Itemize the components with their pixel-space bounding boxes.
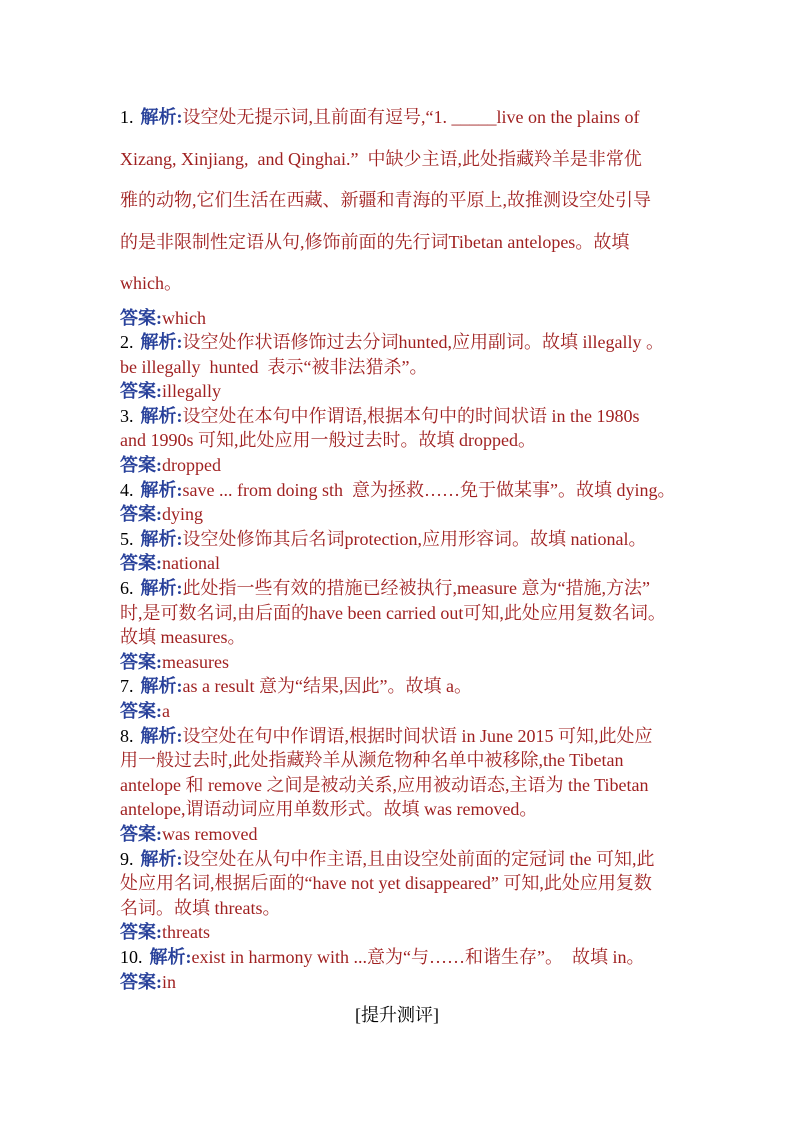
explanation-line [120,478,780,503]
answer-item-5 [120,527,780,576]
explanation-line: Xizang, Xinjiang, and Qinghai.” 中缺少主语,此处指藏羚羊是非常优 [120,148,642,169]
item-number: 5. [120,528,134,549]
explanation-label: 解析: [140,578,183,599]
explanation-line [120,576,780,601]
explanation-label: 解析: [149,946,192,967]
item-number: 4. [120,479,134,500]
explanation-line: 故填 measures。 [120,627,246,648]
item-number: 7. [120,676,134,697]
answer-row [120,453,780,478]
explanation-text: save ... from doing sth 意为拯救……免于做某事”。故填 dying。 [182,479,676,500]
answer-item-2 [120,330,780,404]
explanation-text: 设空处修饰其后名词protection,应用形容词。故填 national。 [182,528,647,549]
answer-value: threats [162,922,210,943]
explanation-label: 解析: [140,528,183,549]
item-number: 6. [120,578,134,599]
explanation-line [120,847,780,872]
explanation-text: 此处指一些有效的措施已经被执行,measure 意为“措施,方法” [182,578,650,599]
answer-label: 答案: [120,701,162,721]
answer-value: dropped [162,455,221,476]
explanation-line [120,97,780,139]
answer-item-8 [120,724,780,847]
explanation-text: 设空处无提示词,且前面有逗号,“1. _____live on the plains of [182,107,640,127]
answer-item-10 [120,945,780,994]
document-page [120,97,780,994]
answer-item-6 [120,576,780,674]
explanation-label: 解析: [140,676,183,697]
item-number: 3. [120,405,134,426]
answer-label: 答案: [120,455,162,476]
explanation-line: 处应用名词,根据后面的“have not yet disappeared” 可知,此处应用复数 [120,873,652,894]
answer-row [120,970,780,995]
item-number: 8. [120,725,134,746]
section-heading: [提升测评] [355,1005,439,1025]
answer-value: was removed [162,823,258,844]
explanation-line: and 1990s 可知,此处应用一般过去时。故填 dropped。 [120,430,536,451]
answer-label: 答案: [120,651,162,672]
answer-item-3 [120,404,780,478]
explanation-text: as a result 意为“结果,因此”。故填 a。 [182,676,472,697]
explanation-line [120,527,780,552]
answer-label: 答案: [120,504,162,525]
answer-value: measures [162,651,229,672]
answer-row [120,379,780,404]
explanation-line: 时,是可数名词,由后面的have been carried out可知,此处应用复数名词。 [120,602,666,623]
explanation-label: 解析: [140,725,183,746]
explanation-text: exist in harmony with ...意为“与……和谐生存”。 故填 in。 [191,946,645,967]
explanation-text: 设空处作状语修饰过去分词hunted,应用副词。故填 illegally 。 [182,332,664,353]
explanation-line: 雅的动物,它们生活在西藏、新疆和青海的平原上,故推测设空处引导 [120,190,651,210]
explanation-line: antelope 和 remove 之间是被动关系,应用被动语态,主语为 the Tibetan [120,774,649,795]
explanation-line: 的是非限制性定语从句,修饰前面的先行词Tibetan antelopes。故填 [120,231,630,252]
explanation-line [120,674,780,699]
answer-item-9 [120,847,780,945]
item-number: 10. [120,946,143,967]
answer-label: 答案: [120,922,162,943]
explanation-label: 解析: [140,332,183,353]
answer-row [120,650,780,675]
answer-row [120,699,780,724]
explanation-line: which。 [120,273,182,293]
item-number: 2. [120,332,134,353]
explanation-label: 解析: [140,405,183,426]
answer-value: national [162,553,220,574]
answer-value: which [162,307,206,328]
answer-item-1 [120,97,780,330]
answer-item-4 [120,478,780,527]
answer-label: 答案: [120,971,162,992]
answer-row [120,920,780,945]
explanation-line: 名词。故填 threats。 [120,897,281,918]
explanation-label: 解析: [140,479,183,500]
explanation-label: 解析: [140,848,183,869]
answer-item-7 [120,674,780,723]
answer-row [120,502,780,527]
answer-label: 答案: [120,307,162,328]
explanation-text: 设空处在句中作谓语,根据时间状语 in June 2015 可知,此处应 [182,725,653,746]
explanation-line [120,724,780,749]
explanation-text: 设空处在从句中作主语,且由设空处前面的定冠词 the 可知,此 [182,848,655,869]
explanation-line [120,404,780,429]
answer-row [120,822,780,847]
answer-value: a [162,701,170,721]
explanation-line: be illegally hunted 表示“被非法猎杀”。 [120,356,428,377]
answer-value: in [162,971,177,992]
answer-label: 答案: [120,553,162,574]
explanation-line: 用一般过去时,此处指藏羚羊从濒危物种名单中被移除,the Tibetan [120,750,624,771]
item-number: 1. [120,107,134,127]
answer-label: 答案: [120,823,162,844]
answer-value: illegally [162,381,221,402]
answer-label: 答案: [120,381,162,402]
explanation-label: 解析: [140,107,183,127]
explanation-text: 设空处在本句中作谓语,根据本句中的时间状语 in the 1980s [182,405,640,426]
item-number: 9. [120,848,134,869]
answer-value: dying [162,504,204,525]
answer-row [120,306,780,331]
explanation-line [120,945,780,970]
answer-row [120,551,780,576]
explanation-line: antelope,谓语动词应用单数形式。故填 was removed。 [120,799,538,820]
explanation-line [120,330,780,355]
